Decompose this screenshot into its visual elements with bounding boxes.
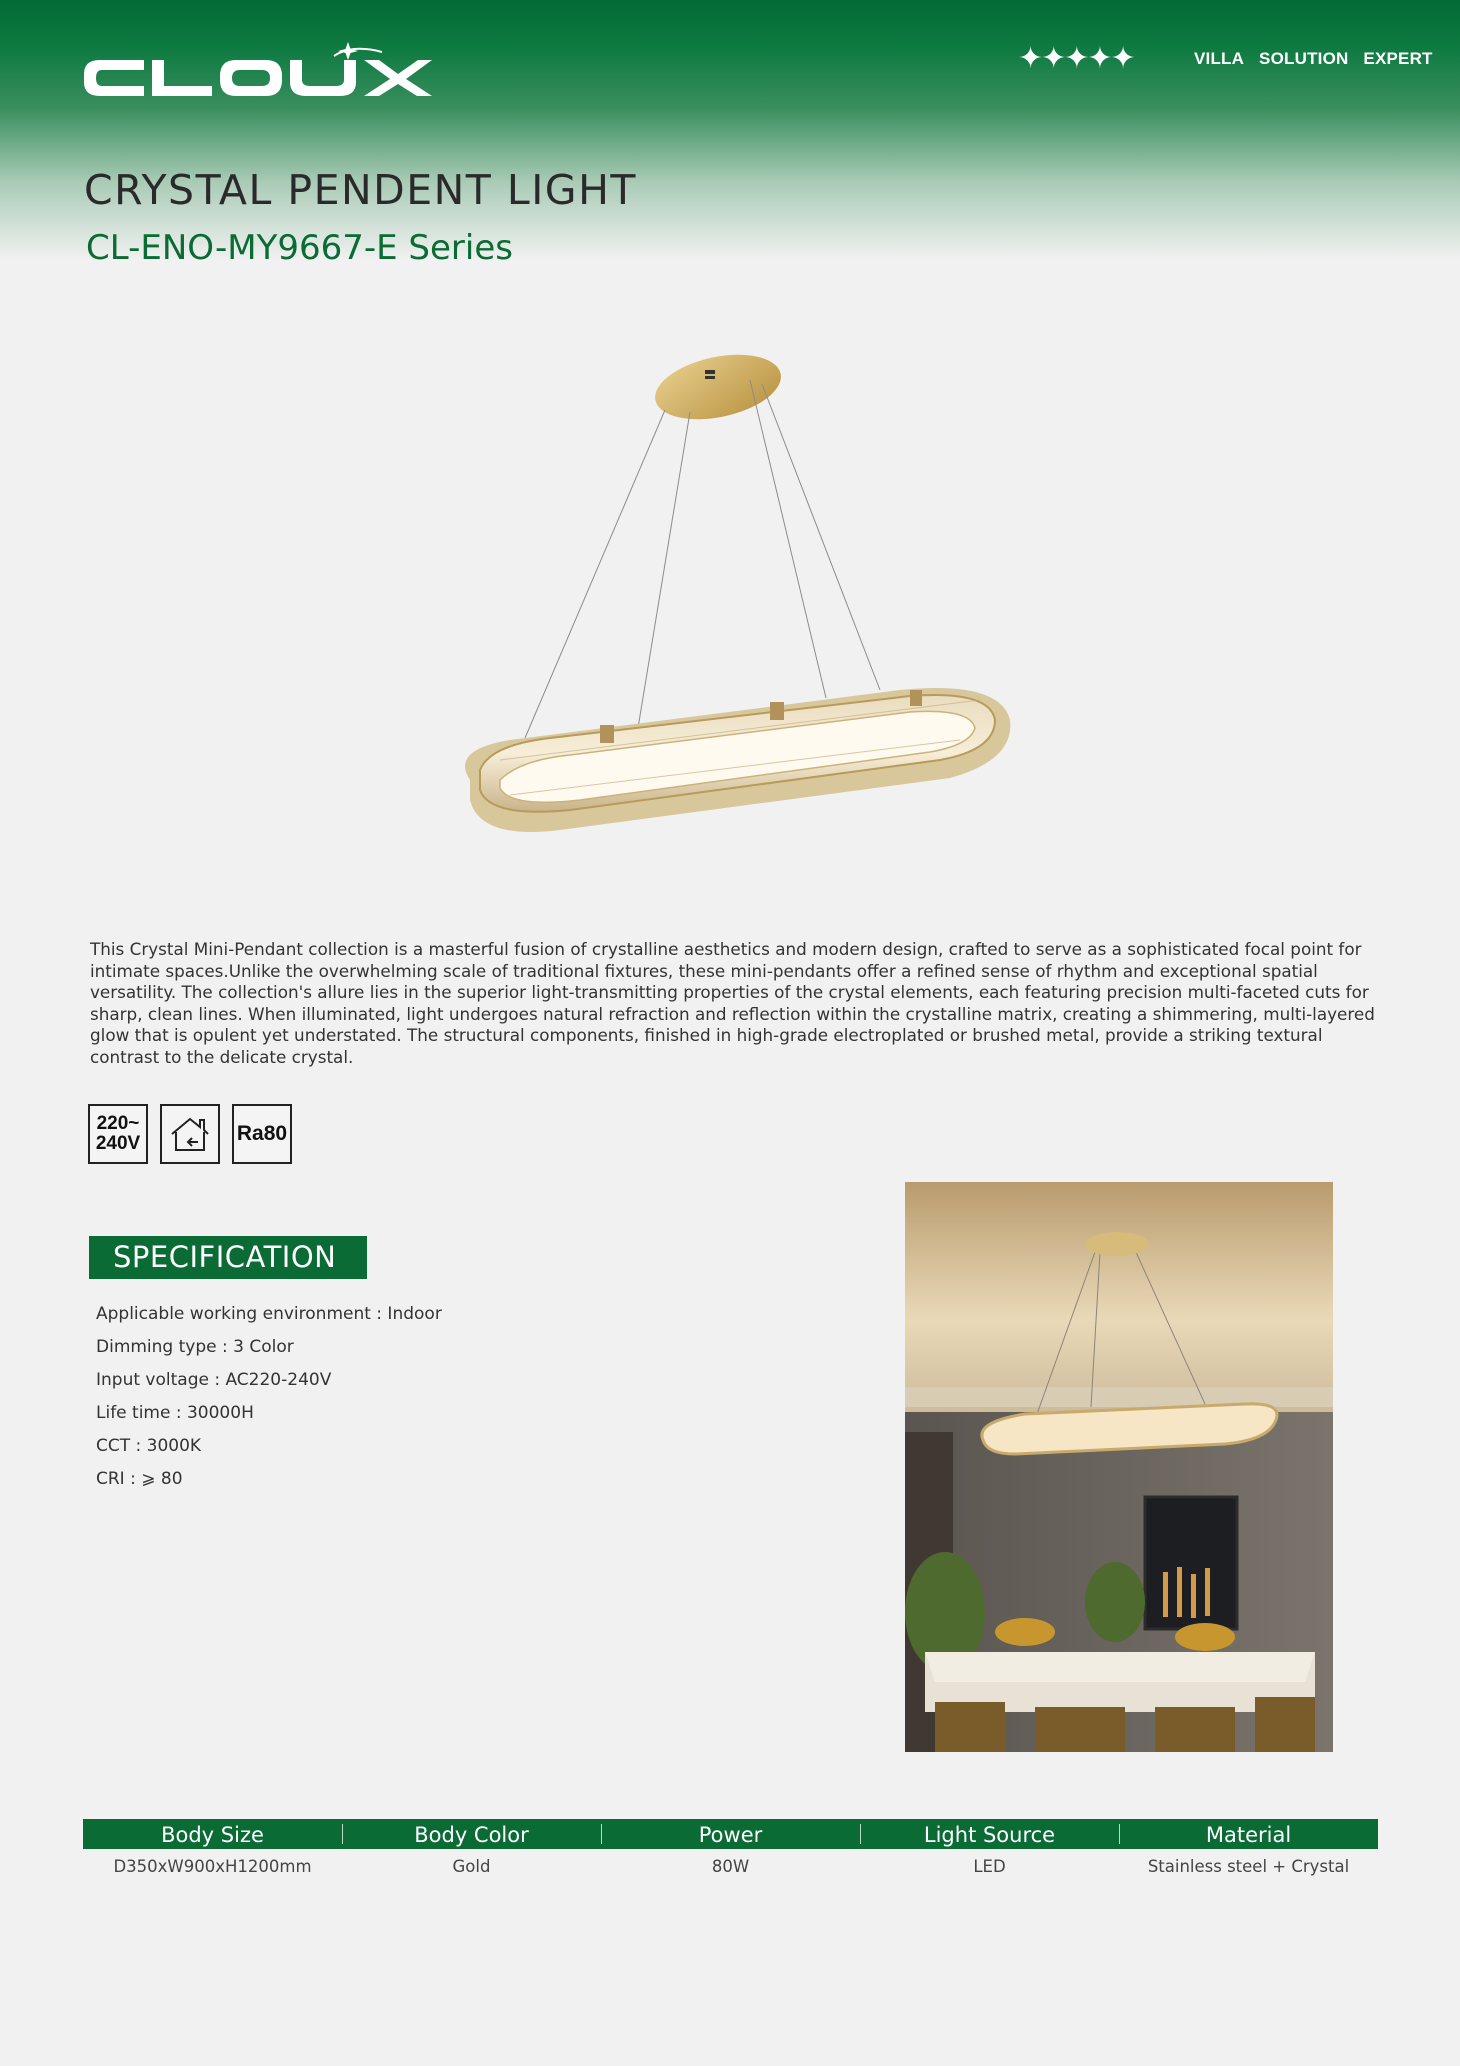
tagline-word: SOLUTION <box>1259 49 1349 68</box>
indoor-house-icon <box>160 1104 220 1164</box>
table-cell: Stainless steel + Crystal <box>1147 1857 1350 1876</box>
spec-table-header <box>83 1819 1378 1849</box>
specification-heading: SPECIFICATION <box>89 1236 367 1279</box>
spec-item: CCT : 3000K <box>96 1436 202 1456</box>
table-header-cell: Body Size <box>161 1823 264 1847</box>
series-subtitle: CL-ENO-MY9667-E Series <box>86 228 513 268</box>
spec-item: Dimming type : 3 Color <box>96 1337 294 1357</box>
voltage-badge: 220~ 240V <box>88 1104 148 1164</box>
table-header-cell: Material <box>1119 1819 1378 1849</box>
tagline-word: VILLA <box>1194 49 1245 68</box>
product-description: This Crystal Mini-Pendant collection is a masterful fusion of crystalline aesthetics and modern design, crafted to serve as a sophisticated focal point for intimate spaces.Unlike the overwhelming scale of traditional fixtures, these mini-pendants offer a refined sense of rhythm and exceptional spatial versatility. The collection's allure lies in the superior light-transmitting properties of the crystal elements, each featuring precision multi-faceted cuts for sharp, clean lines. When illuminated, light undergoes natural refraction and reflection within the crystalline matrix, creating a shimmering, multi-layered glow that is opulent yet understated. The structural components, finished in high-grade electroplated or brushed metal, provide a striking textural contrast to the delicate crystal. <box>90 939 1375 1067</box>
brand-logo <box>82 40 436 104</box>
tagline-word: EXPERT <box>1363 49 1433 68</box>
table-cell: D350xW900xH1200mm <box>113 1857 312 1876</box>
spec-item: Applicable working environment : Indoor <box>96 1304 442 1324</box>
table-cell: Gold <box>452 1857 491 1876</box>
table-cell: LED <box>973 1857 1006 1876</box>
spec-item: CRI : ⩾ 80 <box>96 1469 183 1489</box>
table-header-cell: Body Color <box>342 1819 601 1849</box>
table-header-cell: Light Source <box>860 1819 1119 1849</box>
rating-stars: ✦✦✦✦✦ <box>1018 41 1134 76</box>
specification-list <box>96 1302 442 1500</box>
table-header-cell: Power <box>601 1819 860 1849</box>
header-band <box>0 0 1460 260</box>
tagline <box>1194 49 1443 69</box>
spec-item: Life time : 30000H <box>96 1403 254 1423</box>
spec-item: Input voltage : AC220-240V <box>96 1370 332 1390</box>
spec-table-row <box>83 1856 1378 1878</box>
page-title: CRYSTAL PENDENT LIGHT <box>84 166 637 214</box>
room-scene-image <box>905 1182 1333 1752</box>
cri-badge: Ra80 <box>232 1104 292 1164</box>
feature-badges <box>88 1104 292 1164</box>
product-image <box>440 340 1020 850</box>
table-cell: 80W <box>711 1857 750 1876</box>
